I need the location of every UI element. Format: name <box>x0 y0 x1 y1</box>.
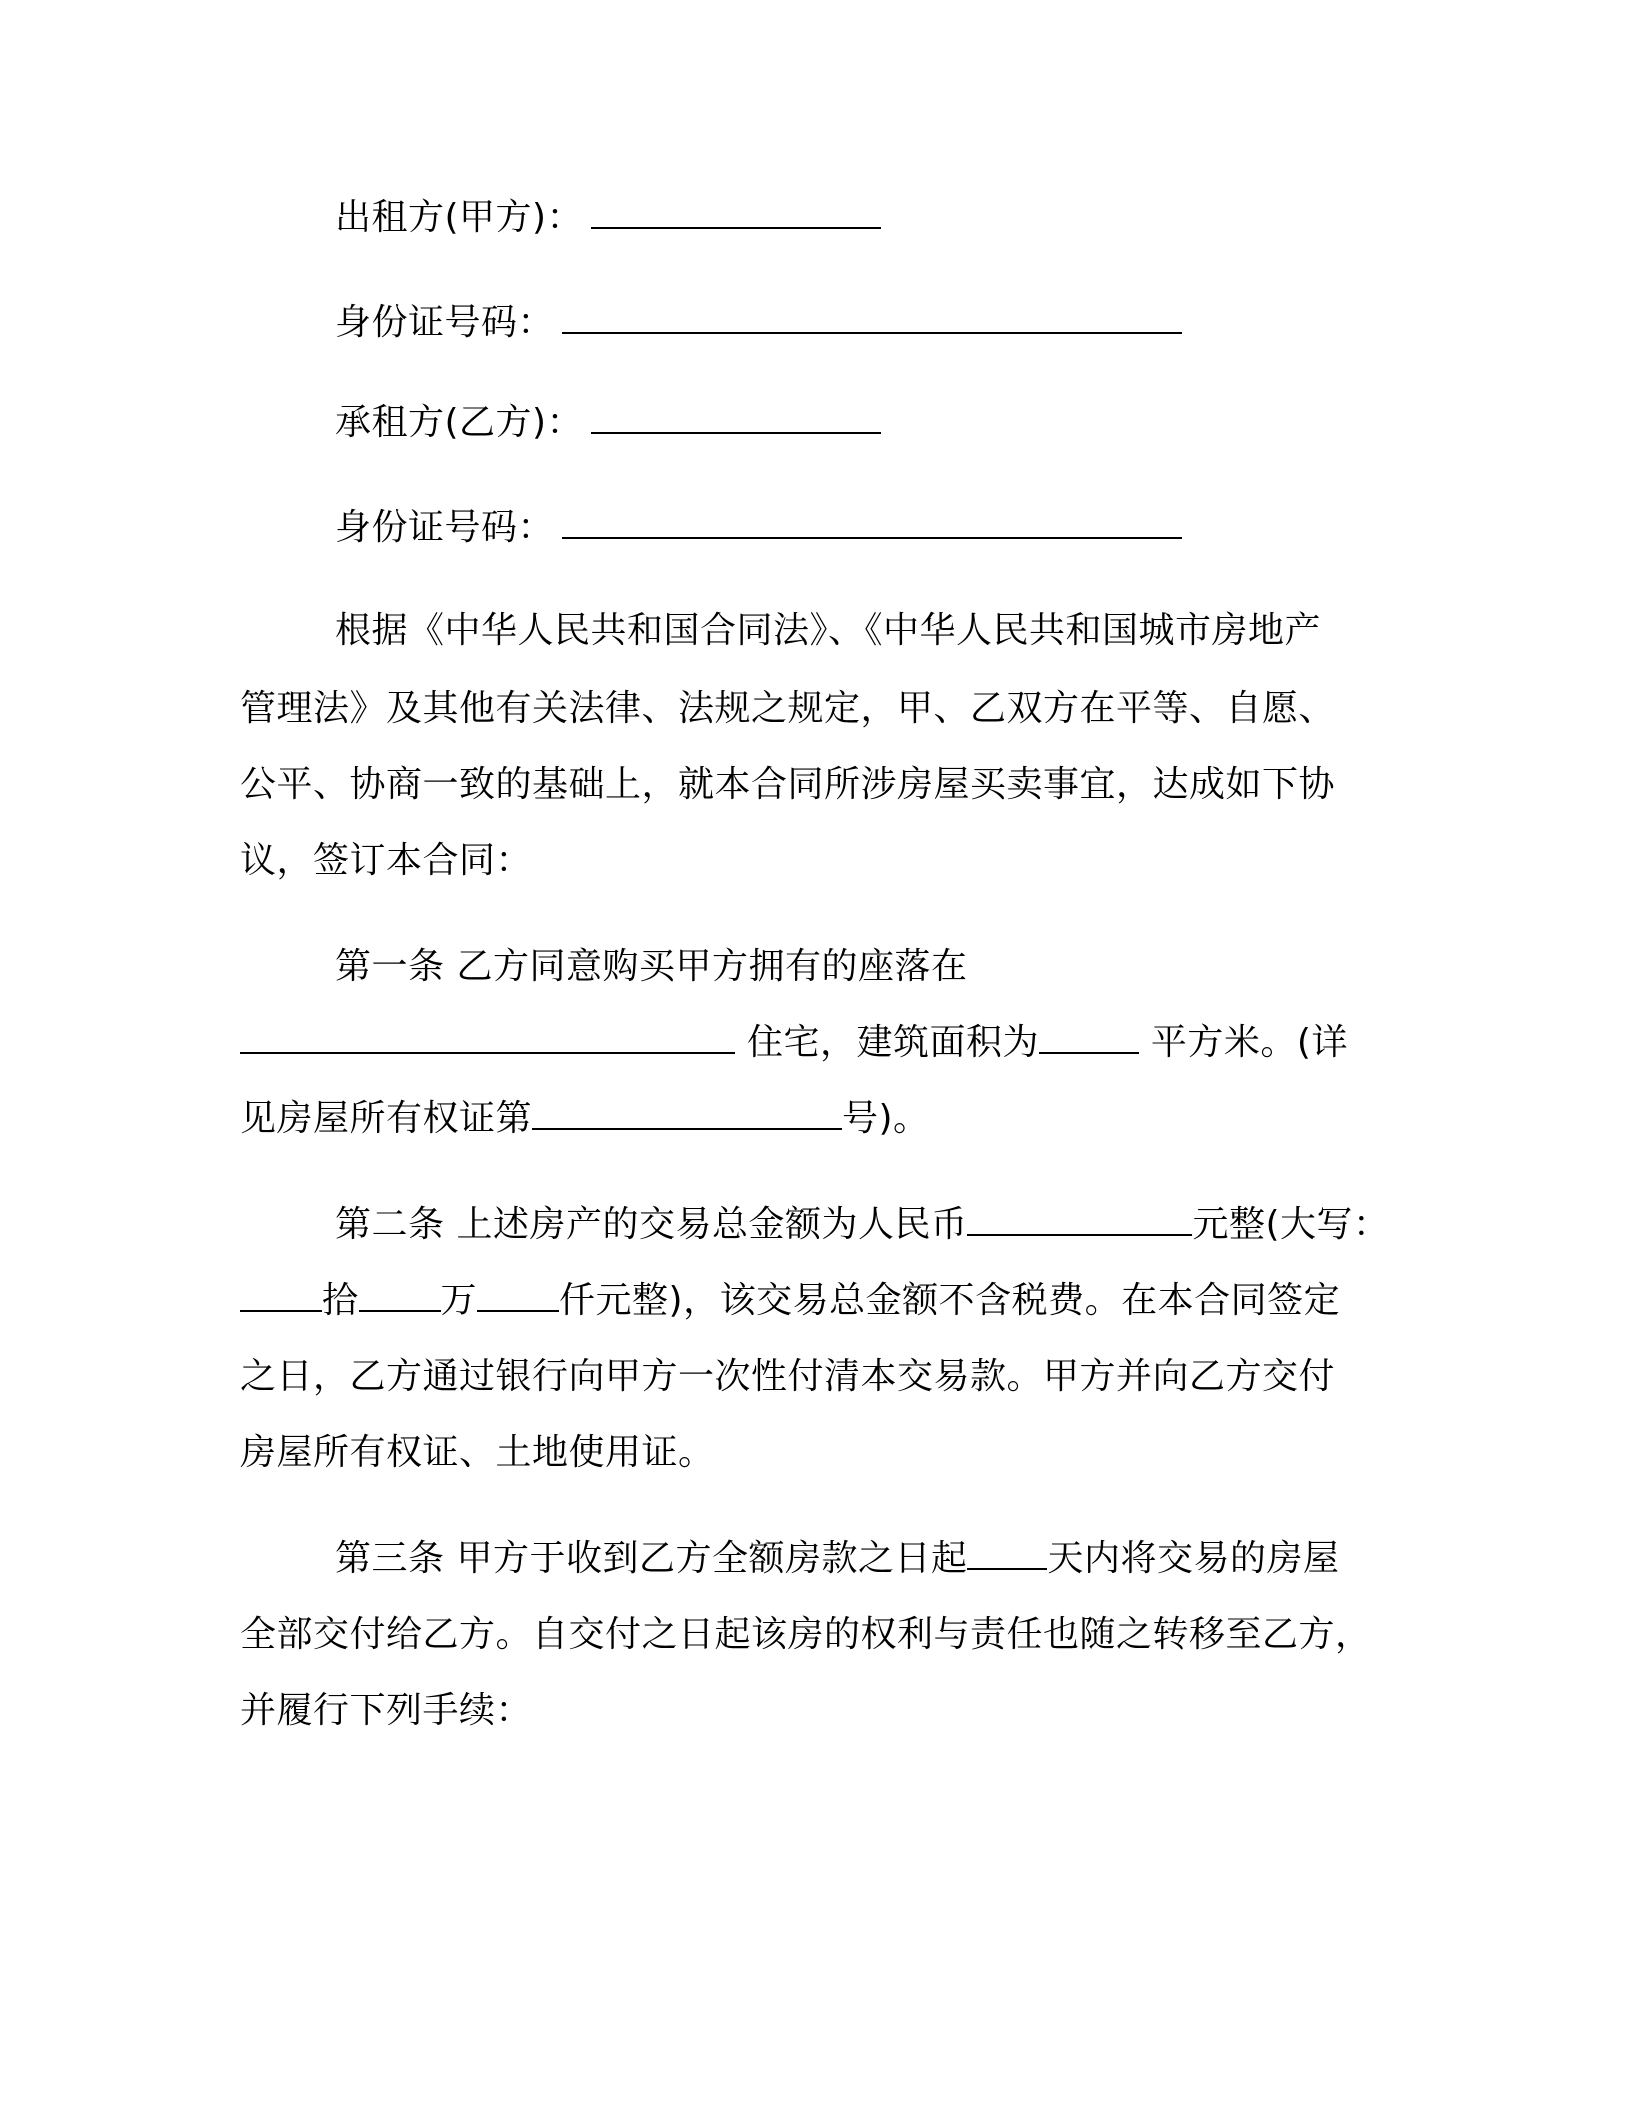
id-label-b: 身份证号码： <box>335 507 555 548</box>
preamble-line-4: 议，签订本合同： <box>240 840 533 881</box>
amount-blank <box>967 1204 1192 1236</box>
ten-thousand-blank <box>359 1280 441 1312</box>
article-2-line-3: 之日，乙方通过银行向甲方一次性付清本交易款。甲方并向乙方交付 <box>240 1356 1336 1397</box>
article-2-line-2 <box>240 1278 1340 1324</box>
article-3-line-2: 全部交付给乙方。自交付之日起该房的权利与责任也随之转移至乙方， <box>240 1614 1372 1655</box>
hundred-thousand-blank <box>240 1280 322 1312</box>
location-blank <box>240 1022 735 1054</box>
area-blank <box>1039 1022 1139 1054</box>
article-3-days-end: 天内将交易的房屋 <box>1047 1538 1340 1579</box>
article-1-line-2 <box>240 1020 1348 1066</box>
days-blank <box>967 1538 1047 1570</box>
article-2-wan: 万 <box>440 1280 478 1321</box>
party-b-label: 承租方(乙方)： <box>335 402 584 443</box>
article-1-cert-end: 号)。 <box>842 1098 930 1139</box>
article-3-days-label: 第三条 甲方于收到乙方全额房款之日起 <box>335 1538 968 1579</box>
party-b-line <box>335 400 881 446</box>
id-b-line <box>335 505 1182 551</box>
article-2-shi: 拾 <box>322 1280 359 1321</box>
party-a-blank <box>591 197 881 229</box>
article-2-qian-text: 仟元整)，该交易总金额不含税费。在本合同签定 <box>559 1280 1341 1321</box>
article-3-line-1 <box>335 1536 1339 1582</box>
article-2-capital-label: 元整(大写： <box>1192 1204 1390 1245</box>
cert-number-blank <box>532 1098 842 1130</box>
article-2-amount-label: 第二条 上述房产的交易总金额为人民币 <box>335 1204 968 1245</box>
article-1-unit: 平方米。(详 <box>1138 1022 1348 1063</box>
article-1-line-1: 第一条 乙方同意购买甲方拥有的座落在 <box>335 946 968 987</box>
id-b-blank <box>562 507 1182 539</box>
id-label-a: 身份证号码： <box>335 302 555 343</box>
party-a-line <box>335 195 881 241</box>
article-3-line-3: 并履行下列手续： <box>240 1690 533 1731</box>
preamble-line-1: 根据《中华人民共和国合同法》、《中华人民共和国城市房地产 <box>335 610 1322 651</box>
article-2-line-4: 房屋所有权证、土地使用证。 <box>240 1432 715 1473</box>
article-1-cert-label: 见房屋所有权证第 <box>240 1098 533 1139</box>
article-2-line-1 <box>335 1202 1390 1248</box>
party-a-label: 出租方(甲方)： <box>335 197 584 238</box>
thousand-blank <box>477 1280 559 1312</box>
preamble-line-3: 公平、协商一致的基础上，就本合同所涉房屋买卖事宜，达成如下协 <box>240 764 1336 805</box>
id-a-blank <box>562 302 1182 334</box>
article-1-area-label: 住宅，建筑面积为 <box>735 1022 1039 1063</box>
preamble-line-2: 管理法》及其他有关法律、法规之规定，甲、乙双方在平等、自愿、 <box>240 688 1336 729</box>
id-a-line <box>335 300 1182 346</box>
party-b-blank <box>591 402 881 434</box>
article-1-line-3 <box>240 1096 930 1142</box>
